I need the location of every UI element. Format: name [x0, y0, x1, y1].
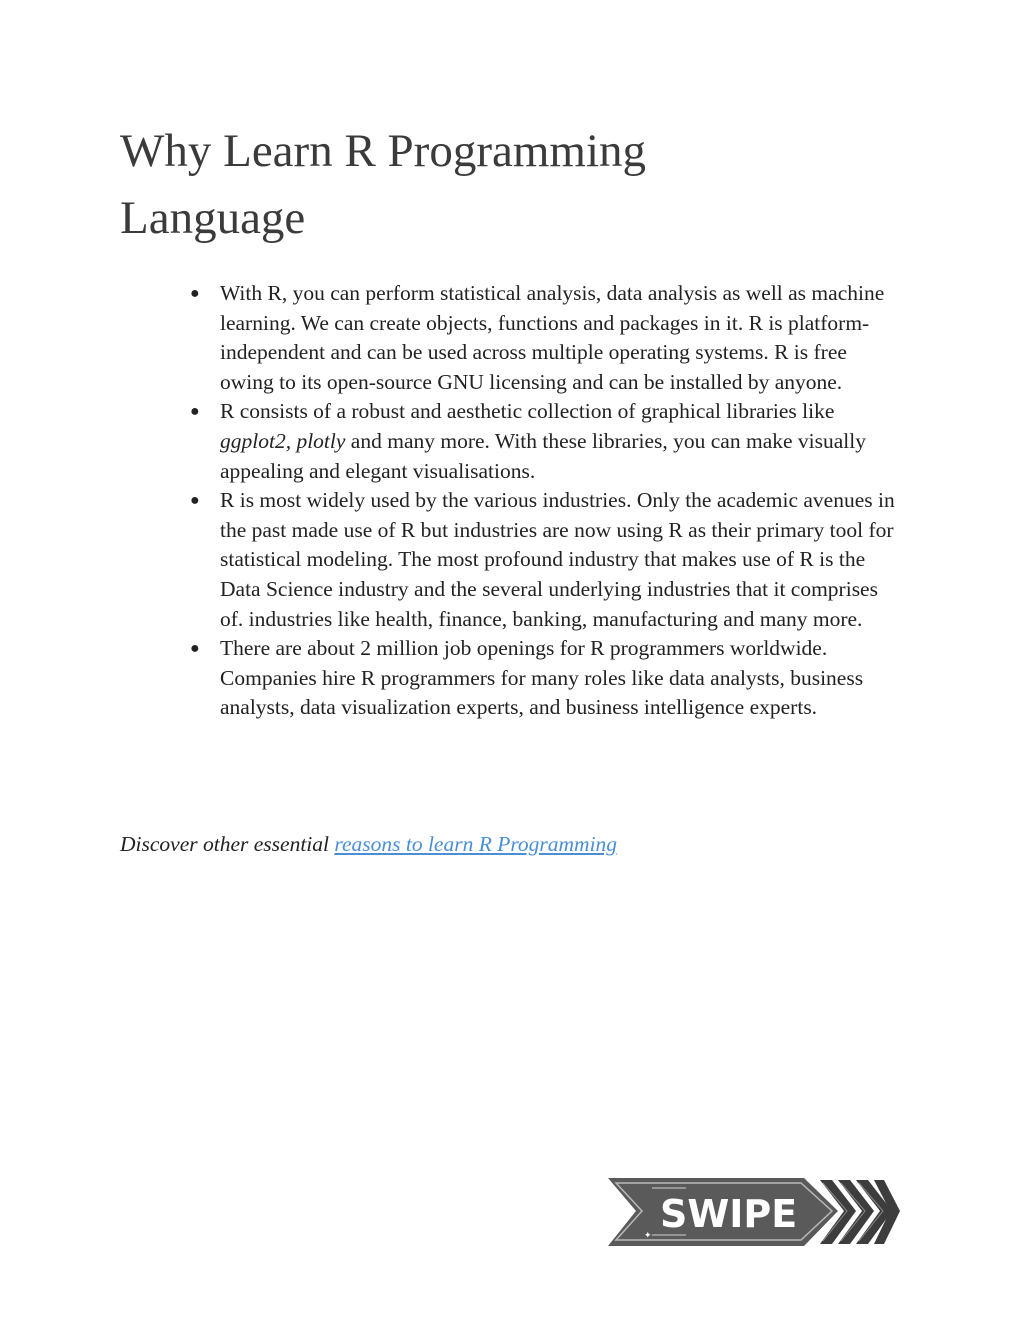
sparkle-icon: ✦ [644, 1231, 652, 1241]
list-item [190, 486, 905, 634]
bullet-text: With R, you can perform statistical analysis, data analysis as well as machine learning. We can create objects, functions and packages in it. R is platform-independent and can be used across multiple operating systems. R is free owing to its open-source GNU licensing and can be installed by anyone. [220, 281, 885, 394]
bullet-text-suffix: and many more. With these libraries, you can make visually appealing and elegant visualisations. [220, 428, 866, 483]
page-title: Why Learn R Programming Language [120, 125, 647, 244]
list-item [190, 634, 905, 723]
list-item [190, 279, 905, 397]
library-names: ggplot2, plotly [220, 428, 346, 453]
discover-line [120, 829, 920, 859]
bullet-text-prefix: R consists of a robust and aesthetic collection of graphical libraries like [220, 399, 835, 424]
swipe-arrow-icon[interactable] [606, 1176, 902, 1248]
discover-prefix: Discover other essential [120, 832, 335, 856]
bullet-dot-icon: ● [190, 640, 200, 658]
bullet-dot-icon: ● [190, 285, 200, 302]
bullet-text: There are about 2 million job openings for R programmers worldwide. Companies hire R programmers for many roles like data analysts, business analysts, data visualization experts, and business intelligence experts. [220, 636, 864, 720]
reasons-list [190, 279, 905, 723]
reasons-link[interactable]: reasons to learn R Programming [334, 832, 618, 856]
list-item [190, 397, 905, 486]
bullet-dot-icon: ● [190, 403, 200, 421]
bullet-dot-icon: ● [190, 492, 200, 510]
swipe-label: SWIPE [660, 1192, 798, 1236]
bullet-text: R is most widely used by the various industries. Only the academic avenues in the past made use of R but industries are now using R as their primary tool for statistical modeling. The most profound industry that makes use of R is the Data Science industry and the several underlying industries that it comprises of. industries like health, finance, banking, manufacturing and many more. [220, 488, 895, 631]
